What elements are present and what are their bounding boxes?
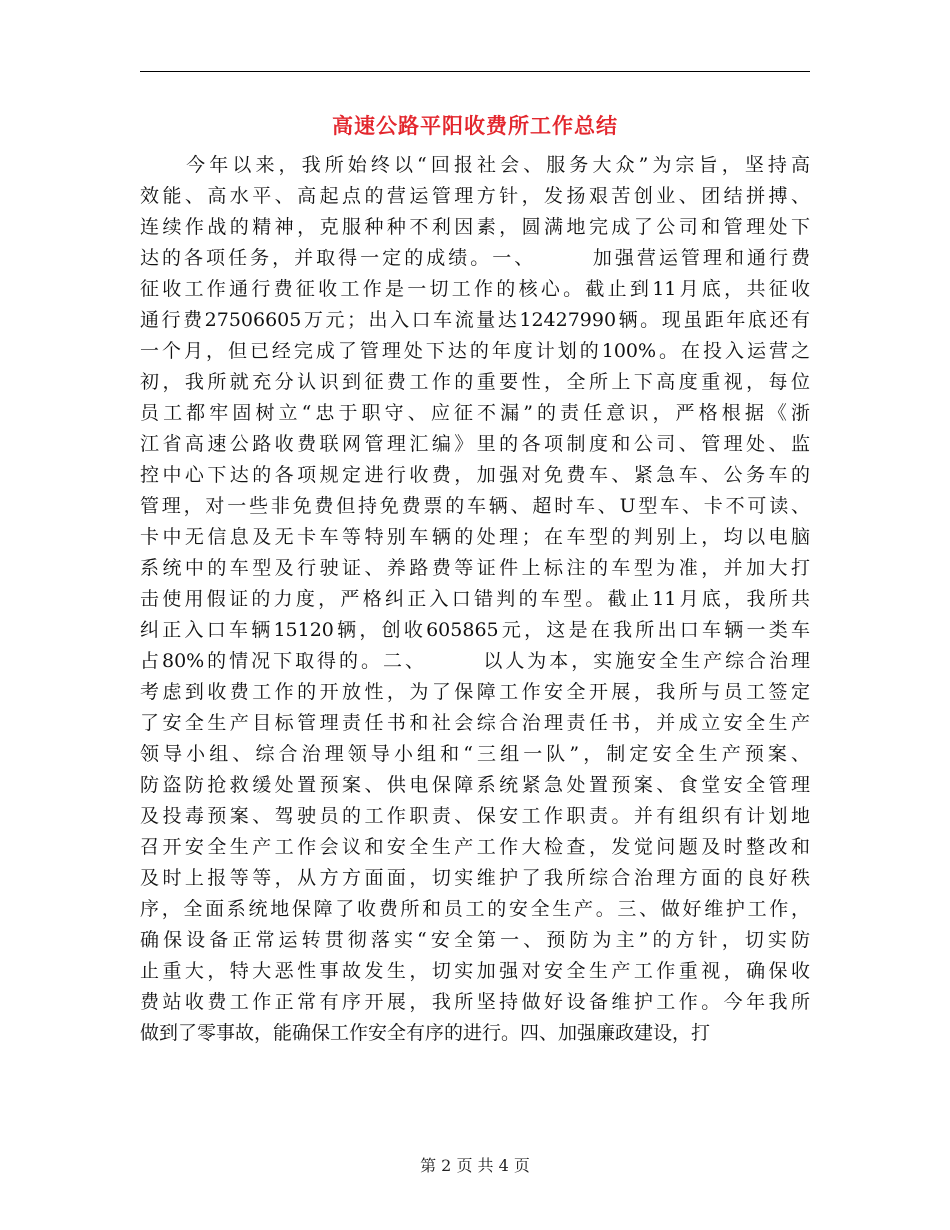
body-line: 初，我所就充分认识到征费工作的重要性，全所上下高度重视，每位 (140, 371, 810, 393)
body-line: 卡中无信息及无卡车等特别车辆的处理；在车型的判别上，均以电脑 (140, 526, 810, 548)
body-line: 了安全生产目标管理责任书和社会综合治理责任书，并成立安全生产 (140, 712, 810, 734)
body-line: 确保设备正常运转贯彻落实“安全第一、预防为主”的方针，切实防 (140, 929, 810, 951)
header-rule (140, 71, 810, 72)
body-line: 费站收费工作正常有序开展，我所坚持做好设备维护工作。今年我所 (140, 991, 810, 1013)
body-line: 控中心下达的各项规定进行收费，加强对免费车、紧急车、公务车的 (140, 464, 810, 486)
body-line: 连续作战的精神，克服种种不利因素，圆满地完成了公司和管理处下 (140, 216, 810, 238)
body-line: 管理，对一些非免费但持免费票的车辆、超时车、U型车、卡不可读、 (140, 495, 810, 517)
body-line: 召开安全生产工作会议和安全生产工作大检查，发觉问题及时整改和 (140, 836, 810, 858)
document-body (140, 150, 810, 1049)
body-line: 考虑到收费工作的开放性，为了保障工作安全开展，我所与员工签定 (140, 681, 810, 703)
page-number: 第 2 页 共 4 页 (420, 1156, 530, 1175)
body-line: 达的各项任务，并取得一定的成绩。一、 加强营运管理和通行费 (140, 247, 810, 269)
body-line: 系统中的车型及行驶证、养路费等证件上标注的车型为准，并加大打 (140, 557, 810, 579)
body-line: 领导小组、综合治理领导小组和“三组一队”，制定安全生产预案、 (140, 743, 810, 765)
body-line: 击使用假证的力度，严格纠正入口错判的车型。截止11月底，我所共 (140, 588, 810, 610)
body-line: 防盗防抢救缓处置预案、供电保障系统紧急处置预案、食堂安全管理 (140, 774, 810, 796)
body-line: 今年以来，我所始终以“回报社会、服务大众”为宗旨，坚持高 (140, 154, 810, 176)
body-line: 序，全面系统地保障了收费所和员工的安全生产。三、做好维护工作， (140, 898, 810, 920)
body-line: 纠正入口车辆15120辆，创收605865元，这是在我所出口车辆一类车 (140, 619, 810, 641)
body-line: 占80%的情况下取得的。二、 以人为本，实施安全生产综合治理 (140, 650, 810, 672)
document-title: 高速公路平阳收费所工作总结 (332, 113, 618, 138)
body-line: 征收工作通行费征收工作是一切工作的核心。截止到11月底，共征收 (140, 278, 810, 300)
body-line: 一个月，但已经完成了管理处下达的年度计划的100%。在投入运营之 (140, 340, 810, 362)
body-line: 效能、高水平、高起点的营运管理方针，发扬艰苦创业、团结拼搏、 (140, 185, 810, 207)
body-line: 通行费27506605万元；出入口车流量达12427990辆。现虽距年底还有 (140, 309, 810, 331)
body-line: 员工都牢固树立“忠于职守、应征不漏”的责任意识，严格根据《浙 (140, 402, 810, 424)
body-line: 及投毒预案、驾驶员的工作职责、保安工作职责。并有组织有计划地 (140, 805, 810, 827)
body-line: 止重大，特大恶性事故发生，切实加强对安全生产工作重视，确保收 (140, 960, 810, 982)
body-line: 做到了零事故，能确保工作安全有序的进行。四、加强廉政建设，打 (140, 1022, 711, 1044)
body-line: 及时上报等等，从方方面面，切实维护了我所综合治理方面的良好秩 (140, 867, 810, 889)
body-line: 江省高速公路收费联网管理汇编》里的各项制度和公司、管理处、监 (140, 433, 810, 455)
